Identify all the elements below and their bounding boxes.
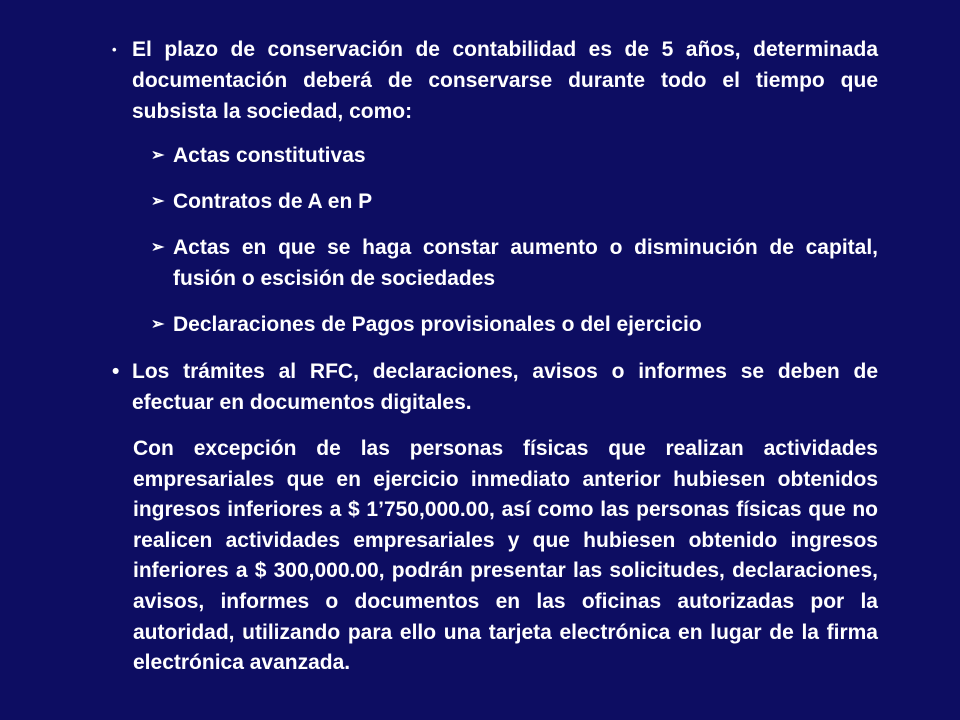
exception-paragraph: Con excepción de las personas físicas que realizan actividades empresariales que en ejercicio inmediato anterior hubiesen obtenidos ingresos inferiores a $ 1’750,000.00, así como las personas físicas que no realicen actividades empresariales y que hubiesen obtenido ingresos inferiores a $ 300,000.00, podrán presentar las solicitudes, declaraciones, avisos, informes o documentos en las oficinas autorizadas por la autoridad, utilizando para ello una tarjeta electrónica en lugar de la firma electrónica avanzada. — [133, 437, 878, 675]
sub-item-text: Actas constitutivas — [173, 144, 366, 167]
sub-item-declaraciones — [151, 309, 878, 340]
sub-item-text: Contratos de A en P — [173, 190, 373, 213]
bullet-conservation-period-text: El plazo de conservación de contabilidad es de 5 años, determinada documentación deberá de conservarse durante todo el tiempo que subsista la sociedad, como: — [132, 38, 878, 123]
bullet-digital-documents-text: Los trámites al RFC, declaraciones, avisos o informes se deben de efectuar en documentos digitales. — [132, 360, 878, 414]
bullet-digital-documents — [112, 356, 878, 418]
arrow-bullet-icon: ➢ — [151, 239, 165, 256]
arrow-bullet-icon: ➢ — [151, 147, 165, 164]
sub-item-contratos — [151, 186, 878, 217]
sub-item-text: Declaraciones de Pagos provisionales o del ejercicio — [173, 313, 702, 336]
sub-item-actas-aumento-capital — [151, 232, 878, 294]
sub-item-text: Actas en que se haga constar aumento o disminución de capital, fusión o escisión de sociedades — [173, 236, 878, 290]
bullet-dot-icon: • — [112, 42, 117, 57]
sub-item-actas-constitutivas — [151, 140, 878, 171]
arrow-bullet-icon: ➢ — [151, 193, 165, 210]
bullet-conservation-period — [112, 34, 878, 127]
arrow-bullet-icon: ➢ — [151, 316, 165, 333]
bullet-dot-icon: • — [112, 360, 120, 383]
